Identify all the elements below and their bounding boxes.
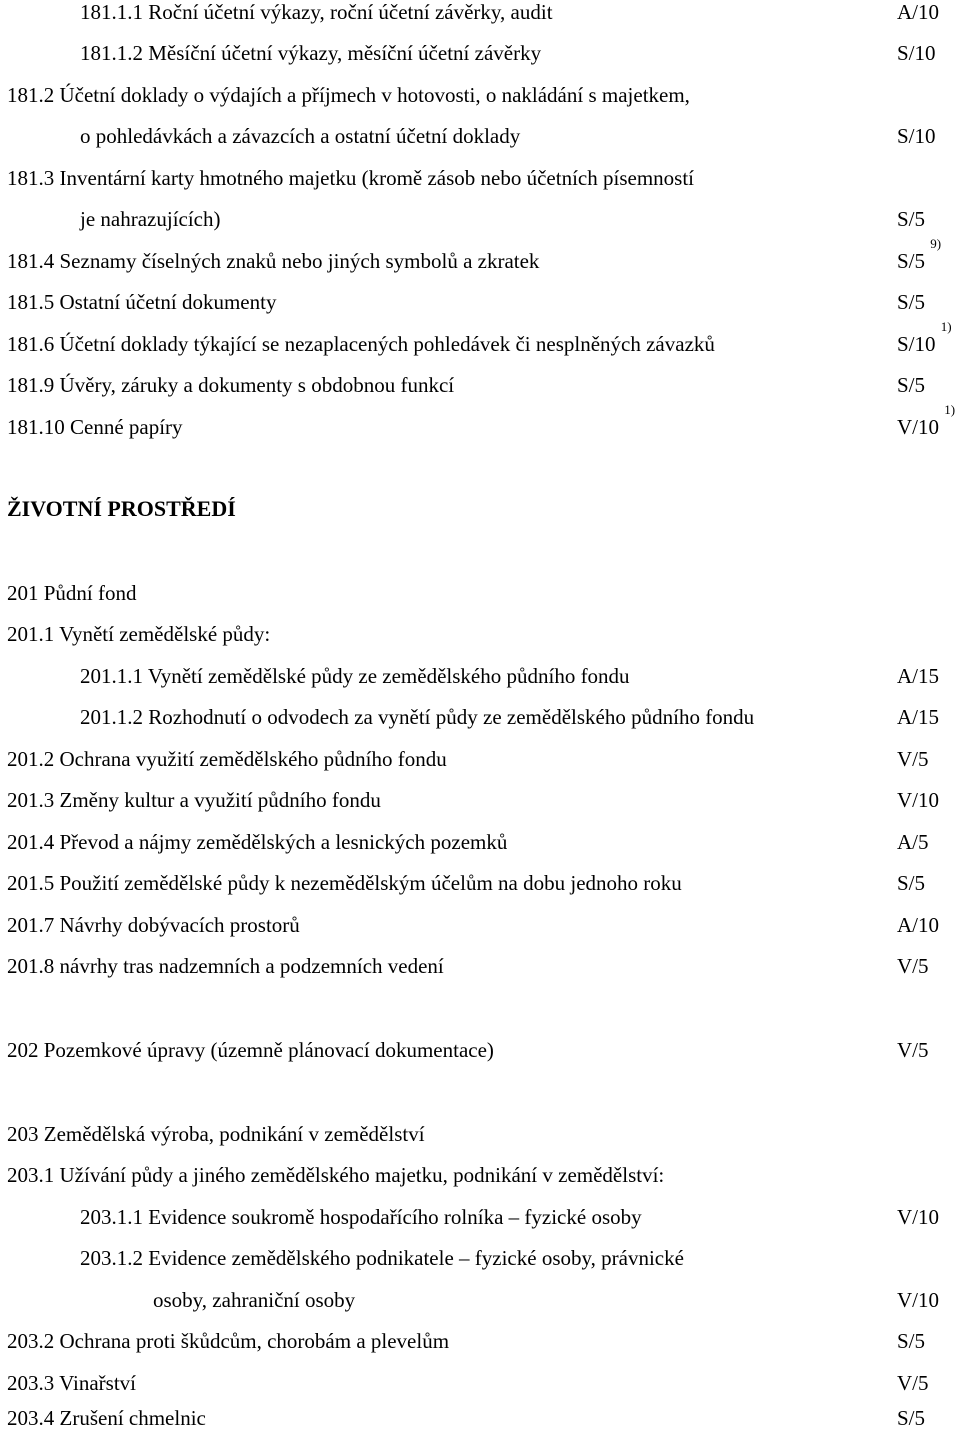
list-item (0, 911, 960, 939)
retention-code: V/5 (897, 954, 929, 978)
list-item (0, 1369, 960, 1397)
list-item (0, 0, 960, 26)
retention-code: S/10 (897, 41, 936, 65)
list-item (0, 164, 960, 192)
section-heading (0, 495, 960, 523)
code-value: V/10 (897, 415, 939, 439)
retention-code: V/5 (897, 1371, 929, 1395)
item-text: o pohledávkách a závazcích a ostatní účetní doklady (80, 124, 521, 148)
retention-code: S/5 (897, 1406, 926, 1430)
item-text: 181.9 Úvěry, záruky a dokumenty s obdobnou funkcí (7, 373, 455, 397)
item-text: 181.6 Účetní doklady týkající se nezaplacených pohledávek či nesplněných závazků (7, 332, 715, 356)
retention-code (897, 402, 956, 441)
list-item (0, 662, 960, 690)
item-text: 181.2 Účetní doklady o výdajích a příjmech v hotovosti, o nakládání s majetkem, (7, 83, 690, 107)
footnote-mark: 1) (940, 319, 952, 334)
retention-code: S/5 (897, 373, 926, 397)
item-text: 203.1.1 Evidence soukromě hospodařícího rolníka – fyzické osoby (80, 1205, 642, 1229)
retention-code: V/10 (897, 788, 939, 812)
list-item-continuation (0, 1286, 960, 1314)
list-item (0, 1327, 960, 1355)
retention-code (897, 236, 942, 275)
list-item (0, 828, 960, 856)
list-item (0, 81, 960, 109)
retention-code: S/5 (897, 207, 926, 231)
item-text: 203 Zemědělská výroba, podnikání v zemědělství (7, 1122, 425, 1146)
retention-code: S/5 (897, 871, 926, 895)
item-text: 201.3 Změny kultur a využití půdního fondu (7, 788, 381, 812)
item-text: 181.3 Inventární karty hmotného majetku (kromě zásob nebo účetních písemností (7, 166, 694, 190)
item-text: 201.8 návrhy tras nadzemních a podzemních vedení (7, 954, 444, 978)
list-item (0, 1120, 960, 1148)
item-text: 201.1.1 Vynětí zemědělské půdy ze zemědělského půdního fondu (80, 664, 630, 688)
item-text: je nahrazujících) (80, 207, 221, 231)
retention-code: V/5 (897, 1038, 929, 1062)
item-text: 203.1.2 Evidence zemědělského podnikatele – fyzické osoby, právnické (80, 1246, 684, 1270)
item-text: 201.1.2 Rozhodnutí o odvodech za vynětí půdy ze zemědělského půdního fondu (80, 705, 755, 729)
retention-code: V/10 (897, 1205, 939, 1229)
list-item (0, 402, 960, 441)
list-item (0, 1203, 960, 1231)
retention-code: S/5 (897, 290, 926, 314)
item-text: 201.4 Převod a nájmy zemědělských a lesnických pozemků (7, 830, 508, 854)
list-item (0, 579, 960, 607)
retention-code: S/10 (897, 124, 936, 148)
retention-code: S/5 (897, 1329, 926, 1353)
code-value: S/10 (897, 332, 936, 356)
item-text: 181.5 Ostatní účetní dokumenty (7, 290, 277, 314)
item-text: 181.1.2 Měsíční účetní výkazy, měsíční účetní závěrky (80, 41, 542, 65)
list-item (0, 1161, 960, 1189)
heading-text: ŽIVOTNÍ PROSTŘEDÍ (7, 496, 236, 521)
list-item (0, 745, 960, 773)
retention-code: A/5 (897, 830, 929, 854)
item-text: 181.4 Seznamy číselných znaků nebo jiných symbolů a zkratek (7, 249, 540, 273)
item-text: 203.3 Vinařství (7, 1371, 137, 1395)
item-text: 181.1.1 Roční účetní výkazy, roční účetní závěrky, audit (80, 0, 553, 24)
item-text: 201.7 Návrhy dobývacích prostorů (7, 913, 300, 937)
list-item (0, 869, 960, 897)
item-text: 201.2 Ochrana využití zemědělského půdního fondu (7, 747, 447, 771)
item-text: 201.1 Vynětí zemědělské půdy: (7, 622, 271, 646)
list-item (0, 1036, 960, 1064)
item-text: 181.10 Cenné papíry (7, 415, 183, 439)
code-value: S/5 (897, 249, 926, 273)
list-item (0, 371, 960, 399)
retention-code: V/10 (897, 1288, 939, 1312)
footnote-mark: 1) (944, 402, 956, 417)
item-text: osoby, zahraniční osoby (153, 1288, 356, 1312)
list-item (0, 319, 960, 358)
item-text: 201.5 Použití zemědělské půdy k nezemědělským účelům na dobu jednoho roku (7, 871, 682, 895)
list-item (0, 620, 960, 648)
retention-code: V/5 (897, 747, 929, 771)
item-text: 202 Pozemkové úpravy (územně plánovací dokumentace) (7, 1038, 494, 1062)
item-text: 203.2 Ochrana proti škůdcům, chorobám a plevelům (7, 1329, 450, 1353)
footnote-mark: 9) (930, 236, 942, 251)
item-text: 203.1 Užívání půdy a jiného zemědělského majetku, podnikání v zemědělství: (7, 1163, 665, 1187)
list-item (0, 288, 960, 316)
item-text: 203.4 Zrušení chmelnic (7, 1406, 206, 1430)
list-item (0, 1404, 960, 1432)
retention-code (897, 319, 952, 358)
retention-code: A/15 (897, 664, 939, 688)
retention-code: A/10 (897, 0, 939, 24)
list-item (0, 952, 960, 980)
list-item (0, 786, 960, 814)
list-item-continuation (0, 122, 960, 150)
list-item (0, 39, 960, 67)
item-text: 201 Půdní fond (7, 581, 137, 605)
list-item (0, 703, 960, 731)
retention-code: A/15 (897, 705, 939, 729)
list-item (0, 236, 960, 275)
list-item-continuation (0, 205, 960, 233)
retention-code: A/10 (897, 913, 939, 937)
list-item (0, 1244, 960, 1272)
